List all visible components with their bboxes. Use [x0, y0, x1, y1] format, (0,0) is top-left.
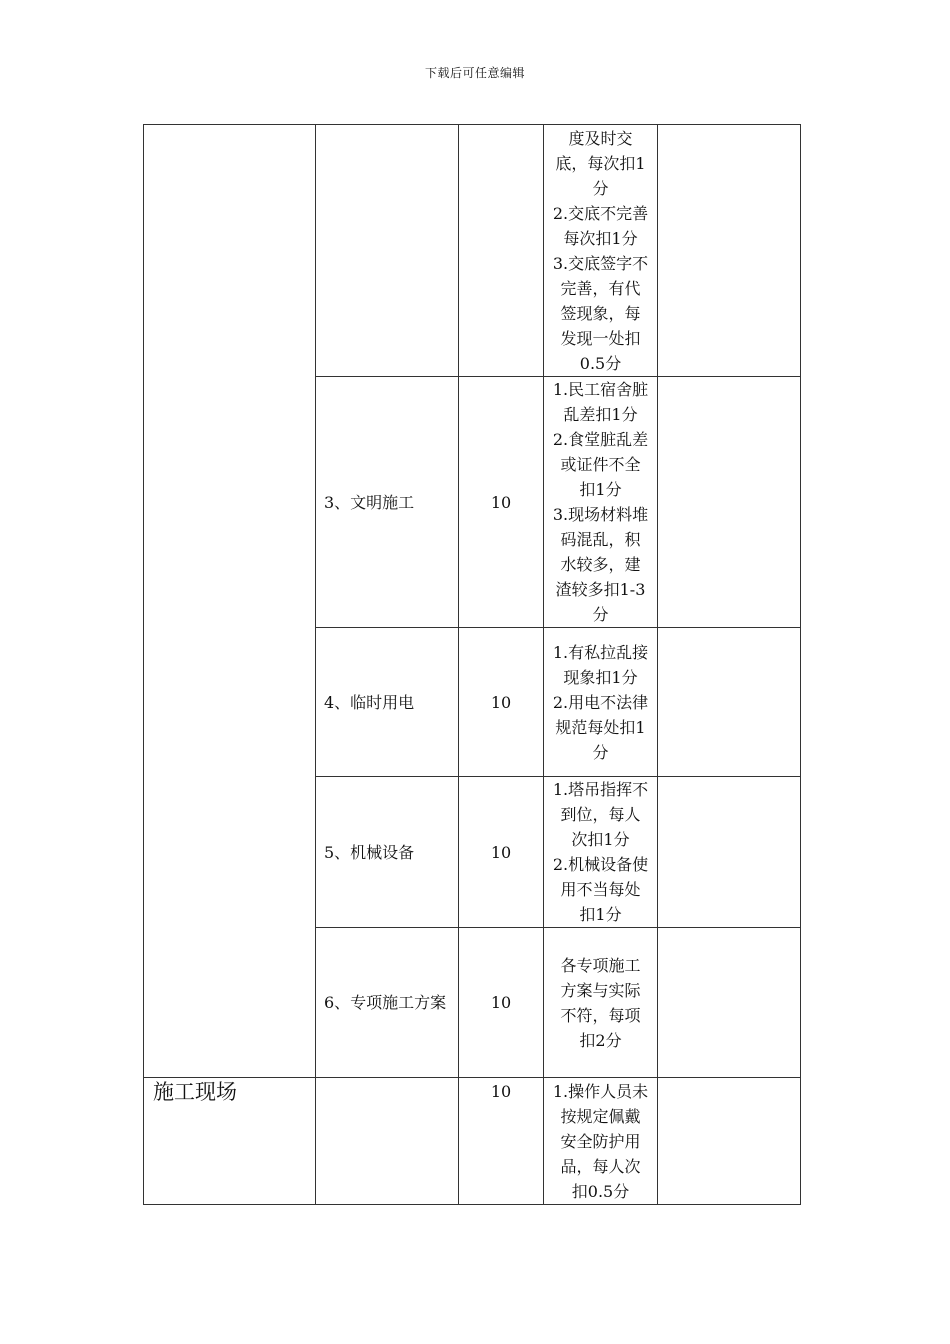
criteria-cell: 度及时交 底，每次扣1 分 2.交底不完善 每次扣1分 3.交底签字不 完善，有代 签现象，每 发现一处扣 0.5分 [544, 125, 658, 377]
category-cell [144, 125, 316, 1078]
score-cell: 10 [459, 377, 544, 628]
score-cell: 10 [459, 928, 544, 1078]
remarks-cell [658, 125, 801, 377]
item-cell: 6、专项施工方案 [316, 928, 459, 1078]
item-cell [316, 125, 459, 377]
category-cell: 施工现场 [144, 1078, 316, 1205]
score-cell [459, 125, 544, 377]
score-cell: 10 [459, 777, 544, 928]
table-row [144, 125, 801, 377]
item-cell: 5、机械设备 [316, 777, 459, 928]
remarks-cell [658, 628, 801, 777]
table-row [144, 1078, 801, 1205]
item-cell: 4、临时用电 [316, 628, 459, 777]
criteria-cell: 1.民工宿舍脏 乱差扣1分 2.食堂脏乱差 或证件不全 扣1分 3.现场材料堆 码混乱，积 水较多，建 渣较多扣1-3 分 [544, 377, 658, 628]
criteria-cell: 各专项施工 方案与实际 不符，每项 扣2分 [544, 928, 658, 1078]
criteria-cell: 1.操作人员未 按规定佩戴 安全防护用 品，每人次 扣0.5分 [544, 1078, 658, 1205]
remarks-cell [658, 1078, 801, 1205]
criteria-cell: 1.有私拉乱接 现象扣1分 2.用电不法律 规范每处扣1 分 [544, 628, 658, 777]
page-header: 下载后可任意编辑 [424, 66, 525, 80]
evaluation-table [143, 124, 801, 1205]
item-cell: 3、文明施工 [316, 377, 459, 628]
score-cell: 10 [459, 628, 544, 777]
remarks-cell [658, 928, 801, 1078]
remarks-cell [658, 777, 801, 928]
score-cell: 10 [459, 1078, 544, 1205]
item-cell [316, 1078, 459, 1205]
criteria-cell: 1.塔吊指挥不 到位，每人 次扣1分 2.机械设备使 用不当每处 扣1分 [544, 777, 658, 928]
remarks-cell [658, 377, 801, 628]
